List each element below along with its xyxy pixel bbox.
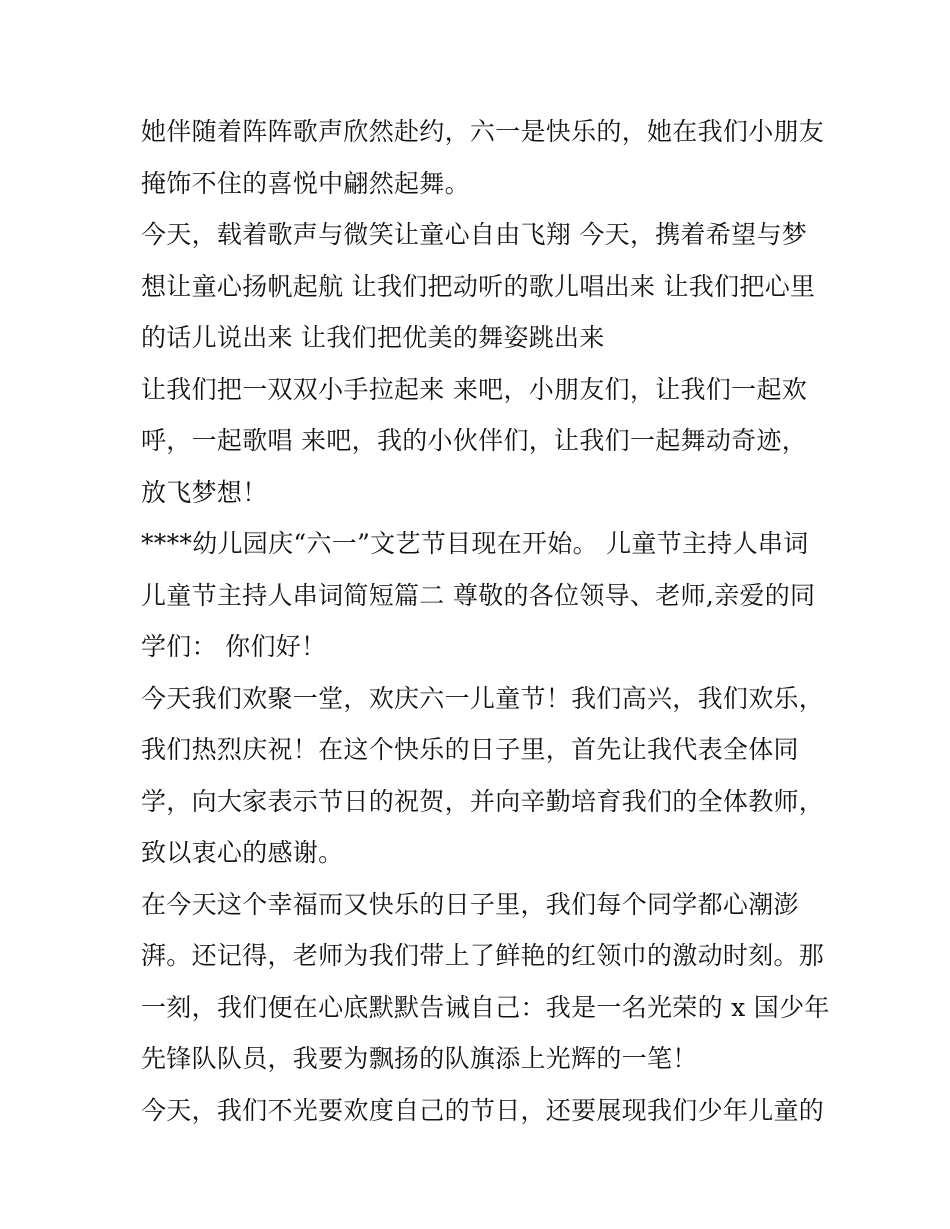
text-line: 先锋队队员，我要为飘扬的队旗添上光辉的一笔！ xyxy=(141,1044,698,1073)
text-line: 放飞梦想！ xyxy=(141,477,268,507)
document-body xyxy=(141,106,830,1136)
text-line: 掩饰不住的喜悦中翩然起舞。 xyxy=(141,168,470,198)
text-line: ****幼儿园庆“六一”文艺节目现在开始。 儿童节主持人串词 xyxy=(141,529,809,558)
text-line: 儿童节主持人串词简短篇二 尊敬的各位领导、老师,亲爱的同 xyxy=(141,580,816,610)
text-line: 致以衷心的感谢。 xyxy=(141,838,344,867)
text-line: 我们热烈庆祝！在这个快乐的日子里，首先让我代表全体同 xyxy=(141,735,799,764)
text-line: 学们： 你们好！ xyxy=(141,632,327,661)
text-line: 呼，一起歌唱 来吧，我的小伙伴们，让我们一起舞动奇迹， xyxy=(141,426,808,455)
text-line: 湃。还记得，老师为我们带上了鲜艳的红领巾的激动时刻。那 xyxy=(141,941,825,970)
text-line: 的话儿说出来 让我们把优美的舞姿跳出来 xyxy=(141,323,605,352)
text-line: 学，向大家表示节日的祝贺，并向辛勤培育我们的全体教师， xyxy=(141,786,825,816)
text-line: 今天，我们不光要欢度自己的节日，还要展现我们少年儿童的 xyxy=(141,1095,825,1125)
text-line: 她伴随着阵阵歌声欣然赴约，六一是快乐的，她在我们小朋友 xyxy=(141,117,825,146)
text-line: 今天，载着歌声与微笑让童心自由飞翔 今天，携着希望与梦 xyxy=(141,220,808,249)
text-line: 今天我们欢聚一堂，欢庆六一儿童节！我们高兴，我们欢乐， xyxy=(141,683,825,713)
text-line: 在今天这个幸福而又快乐的日子里，我们每个同学都心潮澎 xyxy=(141,889,799,919)
text-line: 让我们把一双双小手拉起来 来吧，小朋友们，让我们一起欢 xyxy=(141,374,808,404)
text-line: 想让童心扬帆起航 让我们把动听的歌儿唱出来 让我们把心里 xyxy=(141,271,816,301)
text-line: 一刻，我们便在心底默默告诫自己：我是一名光荣的 x 国少年 xyxy=(141,992,830,1022)
